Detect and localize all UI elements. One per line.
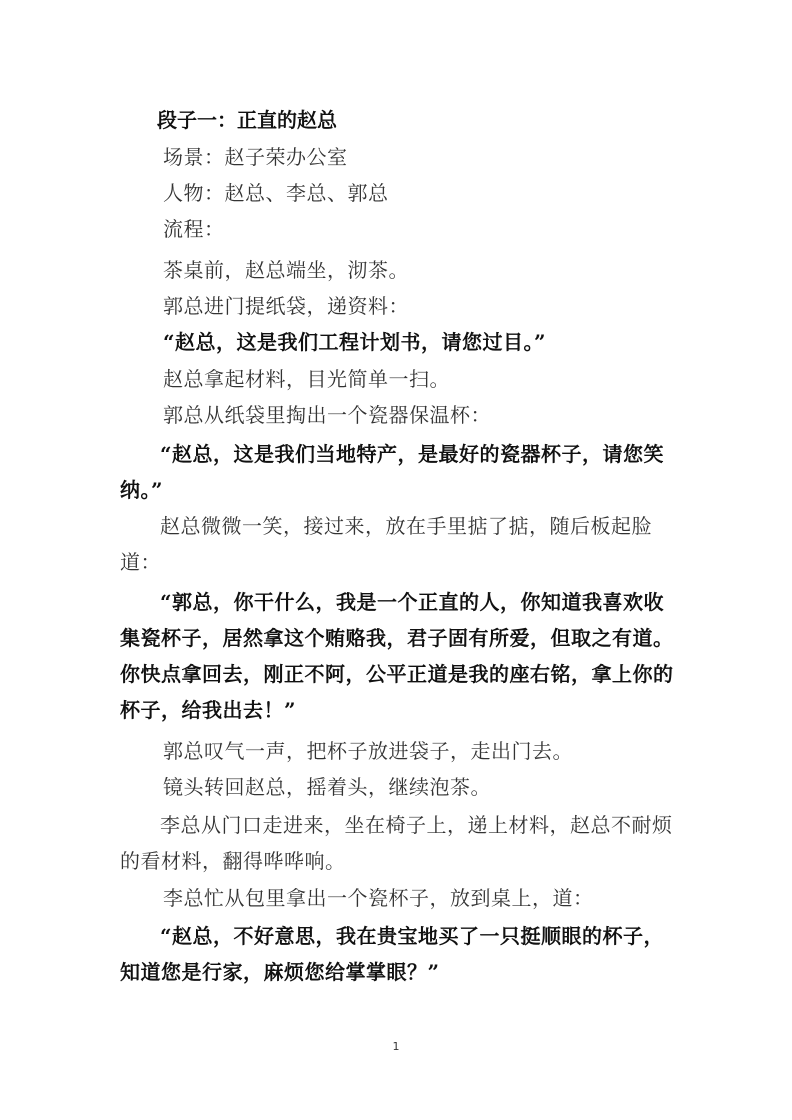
document-title: 段子一：正直的赵总 [157,108,337,132]
paragraph: 赵总微微一笑，接过来，放在手里掂了掂，随后板起脸道： [120,514,652,574]
paragraph: 茶桌前，赵总端坐，沏茶。 [163,258,409,282]
paragraph: 李总忙从包里拿出一个瓷杯子，放到桌上，道： [163,886,594,910]
dialogue-paragraph: “郭总，你干什么，我是一个正直的人，你知道我喜欢收集瓷杯子，居然拿这个贿赂我，君子固有所爱，但取之有道。你快点拿回去，刚正不阿，公平正道是我的座右铭，拿上你的杯子，给我出去！” [120,590,674,722]
process-line: 流程： [163,217,225,241]
scene-line: 场景：赵子荣办公室 [163,145,348,169]
paragraph: 郭总叹气一声，把杯子放进袋子，走出门去。 [163,739,573,763]
dialogue-paragraph: “赵总，不好意思，我在贵宝地买了一只挺顺眼的杯子，知道您是行家，麻烦您给掌掌眼？” [120,924,665,984]
paragraph: 镜头转回赵总，摇着头，继续泡茶。 [163,775,491,799]
page-number: 1 [392,1040,400,1053]
paragraph: 郭总进门提纸袋，递资料： [163,294,409,318]
dialogue-paragraph: “赵总，这是我们当地特产，是最好的瓷器杯子，请您笑纳。” [120,442,665,502]
paragraph: 郭总从纸袋里掏出一个瓷器保温杯： [163,403,491,427]
characters-line: 人物：赵总、李总、郭总 [163,181,389,205]
paragraph: 李总从门口走进来，坐在椅子上，递上材料，赵总不耐烦的看材料，翻得哗哗响。 [120,813,673,873]
dialogue-paragraph: “赵总，这是我们工程计划书，请您过目。” [163,330,547,354]
paragraph: 赵总拿起材料，目光简单一扫。 [163,367,450,391]
